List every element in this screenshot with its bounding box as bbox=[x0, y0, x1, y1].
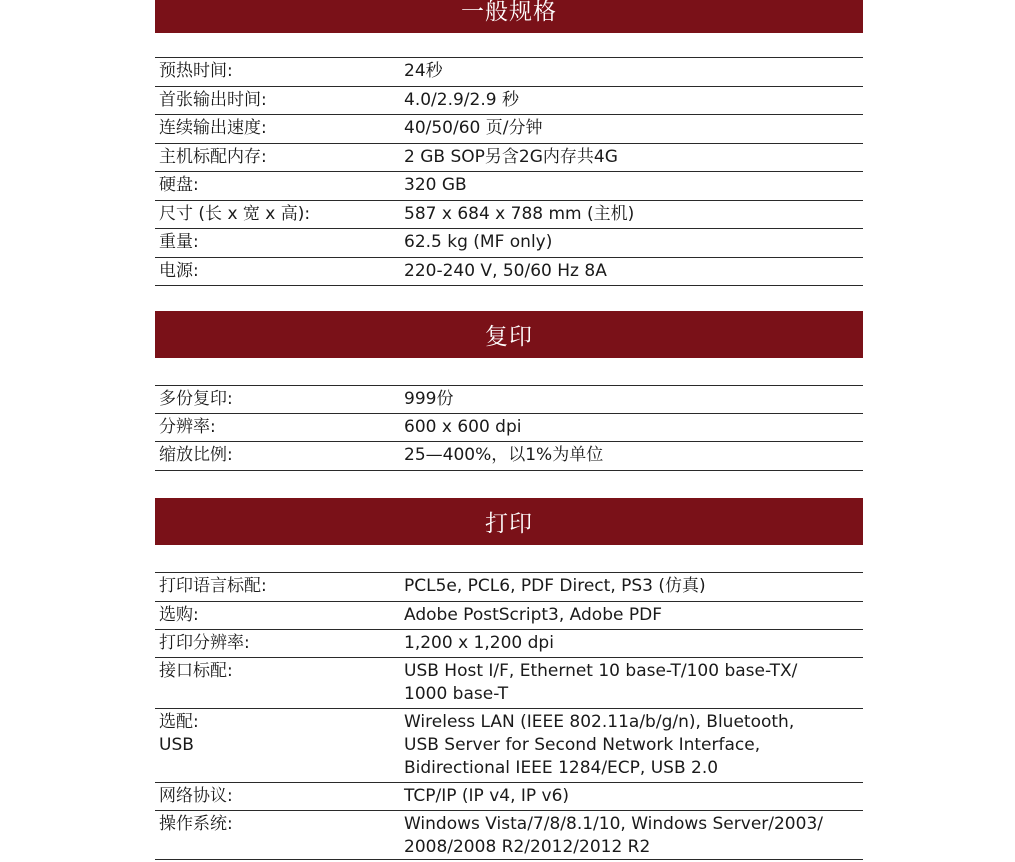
table-row bbox=[155, 171, 863, 200]
row-label: 网络协议: bbox=[159, 786, 233, 806]
row-value: TCP/IP (IP v4, IP v6) bbox=[404, 786, 570, 806]
spec-table-general bbox=[155, 57, 863, 286]
row-value: PCL5e, PCL6, PDF Direct, PS3 (仿真) bbox=[404, 576, 706, 596]
table-row bbox=[155, 385, 863, 413]
table-row bbox=[155, 601, 863, 629]
table-row bbox=[155, 441, 863, 471]
row-value: 24秒 bbox=[404, 61, 443, 81]
row-label: 多份复印: bbox=[159, 389, 233, 409]
table-row bbox=[155, 629, 863, 657]
row-value: 25—400%，以1%为单位 bbox=[404, 445, 604, 465]
row-label: 尺寸 (长 x 宽 x 高): bbox=[159, 204, 311, 224]
table-row bbox=[155, 810, 863, 860]
row-label: 电源: bbox=[159, 261, 199, 281]
row-label: 硬盘: bbox=[159, 175, 199, 195]
spec-table-print bbox=[155, 572, 863, 860]
row-value: 62.5 kg (MF only) bbox=[404, 232, 553, 252]
row-value: 2 GB SOP另含2G内存共4G bbox=[404, 147, 618, 167]
table-row bbox=[155, 413, 863, 441]
table-row bbox=[155, 257, 863, 286]
row-label: 打印分辨率: bbox=[159, 633, 250, 653]
row-label: 缩放比例: bbox=[159, 445, 233, 465]
section-title: 打印 bbox=[485, 511, 533, 537]
row-label: 分辨率: bbox=[159, 417, 216, 437]
row-label: 选购: bbox=[159, 605, 199, 625]
row-value: 1,200 x 1,200 dpi bbox=[404, 633, 554, 653]
row-value: 600 x 600 dpi bbox=[404, 417, 522, 437]
section-title: 复印 bbox=[485, 324, 533, 350]
table-row bbox=[155, 86, 863, 114]
table-row bbox=[155, 657, 863, 708]
section-title: 一般规格 bbox=[461, 0, 557, 25]
row-value: 220-240 V, 50/60 Hz 8A bbox=[404, 261, 607, 281]
row-label: 选配: USB bbox=[159, 712, 199, 755]
row-label: 重量: bbox=[159, 232, 199, 252]
table-row bbox=[155, 143, 863, 171]
section-header-copy bbox=[155, 311, 863, 358]
table-row bbox=[155, 57, 863, 86]
row-value: 320 GB bbox=[404, 175, 467, 195]
row-label: 接口标配: bbox=[159, 661, 233, 681]
table-row bbox=[155, 200, 863, 228]
row-value: Adobe PostScript3, Adobe PDF bbox=[404, 605, 662, 625]
row-value: 587 x 684 x 788 mm (主机) bbox=[404, 204, 635, 224]
row-label: 主机标配内存: bbox=[159, 147, 267, 167]
row-label: 操作系统: bbox=[159, 814, 233, 834]
section-header-print bbox=[155, 498, 863, 545]
row-value: USB Host I/F, Ethernet 10 base-T/100 base-TX/ 1000 base-T bbox=[404, 661, 798, 704]
row-value: Windows Vista/7/8/8.1/10, Windows Server/2003/ 2008/2008 R2/2012/2012 R2 bbox=[404, 814, 823, 857]
table-row bbox=[155, 708, 863, 782]
section-header-general bbox=[155, 0, 863, 33]
row-label: 预热时间: bbox=[159, 61, 233, 81]
row-value: 999份 bbox=[404, 389, 454, 409]
row-label: 首张输出时间: bbox=[159, 90, 267, 110]
row-value: Wireless LAN (IEEE 802.11a/b/g/n), Bluetooth, USB Server for Second Network Interface, Bidirectional IEEE 1284/ECP, USB 2.0 bbox=[404, 712, 795, 778]
row-value: 4.0/2.9/2.9 秒 bbox=[404, 90, 519, 110]
row-label: 连续输出速度: bbox=[159, 118, 267, 138]
row-value: 40/50/60 页/分钟 bbox=[404, 118, 543, 138]
table-row bbox=[155, 228, 863, 257]
table-row bbox=[155, 572, 863, 601]
row-label: 打印语言标配: bbox=[159, 576, 267, 596]
spec-table-copy bbox=[155, 385, 863, 471]
table-row bbox=[155, 114, 863, 143]
table-row bbox=[155, 782, 863, 810]
